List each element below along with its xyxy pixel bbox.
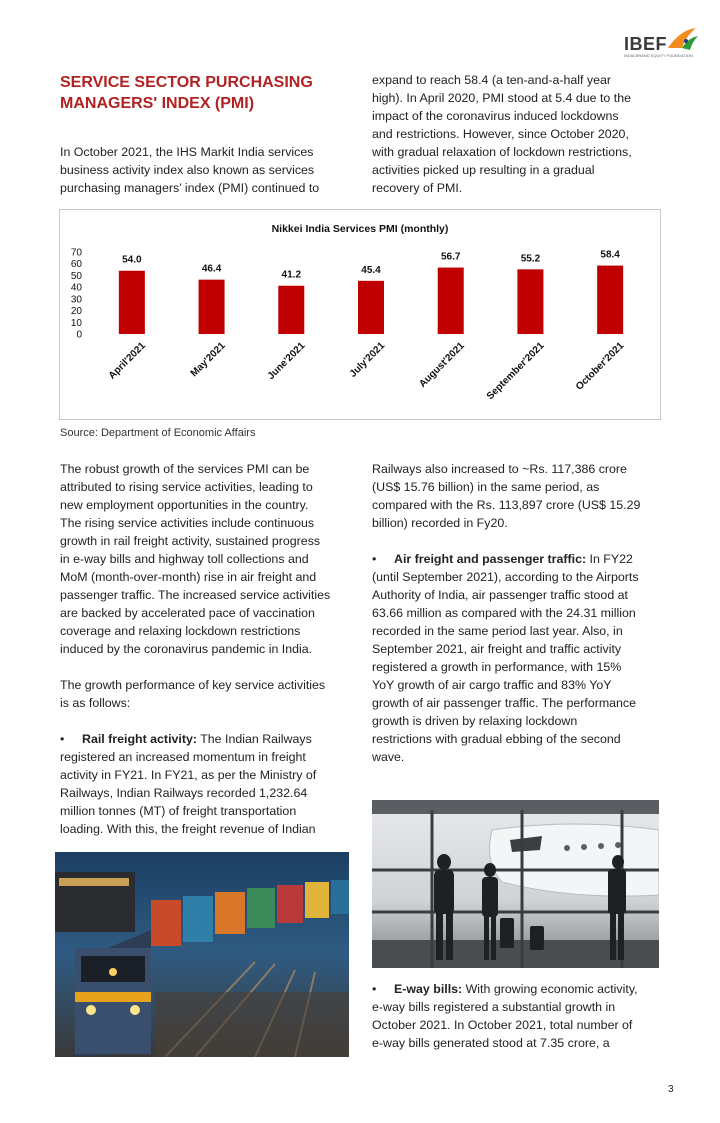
text-line: 63.66 million as compared with the 24.31 million xyxy=(372,606,636,620)
bullet-title: Air freight and passenger traffic: xyxy=(394,552,587,566)
y-tick-label: 30 xyxy=(70,294,82,306)
text-line: growth is driven by relaxing lockdown xyxy=(372,714,578,728)
flag-swoosh-icon xyxy=(666,26,700,52)
intro-left xyxy=(60,143,355,197)
text-line: activities picked up resulting in a gradual xyxy=(372,163,595,177)
bar xyxy=(358,281,384,334)
text-line: expand to reach 58.4 (a ten-and-a-half year xyxy=(372,73,612,87)
text-line: induced by the coronavirus pandemic in India. xyxy=(60,642,313,656)
pmi-chart xyxy=(59,209,661,420)
bar xyxy=(597,266,623,334)
text-line: Authority of India, air passenger traffic stood at xyxy=(372,588,628,602)
text-line: is as follows: xyxy=(60,696,131,710)
y-tick-label: 50 xyxy=(70,270,82,282)
text-line: e-way bills generated stood at 7.35 crore, a xyxy=(372,1036,610,1050)
y-axis xyxy=(71,248,83,341)
x-tick-label: April'2021 xyxy=(106,340,148,382)
logo-text: IBEF xyxy=(624,34,668,54)
text-line: In October 2021, the IHS Markit India services xyxy=(60,145,314,159)
x-tick-label: August'2021 xyxy=(417,340,467,390)
x-tick-label: October'2021 xyxy=(573,340,627,393)
bullet-icon: • xyxy=(372,552,377,566)
text-line: October 2021. In October 2021, total number of xyxy=(372,1018,633,1032)
text-line: in e-way bills and highway toll collections and xyxy=(60,552,309,566)
ibef-logo xyxy=(624,26,700,56)
pmi-chart-svg xyxy=(60,210,660,419)
text-line: business activity index also known as services xyxy=(60,163,315,177)
text-line: recovery of PMI. xyxy=(372,181,463,195)
eway-bills-paragraph xyxy=(372,980,667,1052)
heading-line-1: SERVICE SECTOR PURCHASING xyxy=(60,74,313,91)
body-right xyxy=(372,460,667,766)
text-line: The growth performance of key service activities xyxy=(60,678,326,692)
intro-right xyxy=(372,71,667,197)
text-line: (US$ 15.76 billion) in the same period, as xyxy=(372,480,600,494)
air-freight-bullet xyxy=(372,550,667,568)
y-tick-label: 20 xyxy=(70,306,82,318)
bar-value-label: 41.2 xyxy=(281,269,302,281)
x-tick-label: September'2021 xyxy=(484,340,547,403)
y-tick-label: 60 xyxy=(70,259,82,271)
text-line: are backed by accelerated pace of vaccination xyxy=(60,606,315,620)
logo-tagline: INDIA BRAND EQUITY FOUNDATION xyxy=(624,53,693,58)
text-line: growth of air passenger traffic. The performance xyxy=(372,696,637,710)
text-line: million tonnes (MT) of freight transportation xyxy=(60,804,297,818)
text-line: registered an increased momentum in freight xyxy=(60,750,306,764)
bar-value-label: 55.2 xyxy=(520,253,541,265)
text-line: September 2021, air freight and traffic activity xyxy=(372,642,622,656)
bar-value-label: 54.0 xyxy=(122,254,142,266)
section-heading xyxy=(60,72,350,114)
bullet-title: Rail freight activity: xyxy=(82,732,197,746)
text-line: wave. xyxy=(372,750,405,764)
text-line: The robust growth of the services PMI can be xyxy=(60,462,310,476)
y-tick-label: 70 xyxy=(70,247,82,259)
text-line: new employment opportunities in the country. xyxy=(60,498,309,512)
text-line: high). In April 2020, PMI stood at 5.4 due to the xyxy=(372,91,631,105)
text-line: recorded in the same period last year. Also, in xyxy=(372,624,623,638)
text-line: with gradual relaxation of lockdown restrictions, xyxy=(372,145,632,159)
text-line: e-way bills registered a substantial growth in xyxy=(372,1000,616,1014)
chart-source: Source: Department of Economic Affairs xyxy=(60,427,256,439)
text-line: purchasing managers’ index (PMI) continued to xyxy=(60,181,320,195)
bar-value-label: 46.4 xyxy=(201,263,222,275)
text-fragment: The Indian Railways xyxy=(196,732,312,746)
text-line: and restrictions. However, since October 2020, xyxy=(372,127,629,141)
train-photo xyxy=(55,852,349,1057)
text-line: loading. With this, the freight revenue of Indian xyxy=(60,822,316,836)
text-line: YoY growth of air cargo traffic and 83% YoY xyxy=(372,678,612,692)
text-line: activity in FY21. In FY21, as per the Ministry of xyxy=(60,768,317,782)
bullet-title: E-way bills: xyxy=(394,982,463,996)
text-line: Railways also increased to ~Rs. 117,386 crore xyxy=(372,462,627,476)
text-line: Railways, Indian Railways recorded 1,232.64 xyxy=(60,786,308,800)
chart-title: Nikkei India Services PMI (monthly) xyxy=(271,223,449,235)
bar-value-label: 58.4 xyxy=(600,249,620,261)
bar xyxy=(199,280,225,334)
text-line: (until September 2021), according to the Airports xyxy=(372,570,639,584)
text-line: attributed to rising service activities, leading to xyxy=(60,480,313,494)
x-tick-label: May'2021 xyxy=(188,340,228,380)
airport-photo xyxy=(372,800,659,968)
bar-series xyxy=(119,263,623,334)
heading-line-2: MANAGERS' INDEX (PMI) xyxy=(60,95,255,112)
text-line: billion) recorded in Fy20. xyxy=(372,516,508,530)
text-line: coverage and relaxing lockdown restrictions xyxy=(60,624,301,638)
x-tick-label: June'2021 xyxy=(265,340,308,383)
page-number: 3 xyxy=(668,1084,674,1095)
bar-value-label: 45.4 xyxy=(361,264,381,276)
text-line: impact of the coronavirus induced lockdowns xyxy=(372,109,619,123)
body-left xyxy=(60,460,355,838)
y-tick-label: 10 xyxy=(70,317,82,329)
x-axis xyxy=(107,340,627,402)
rail-freight-bullet xyxy=(60,730,355,748)
bar xyxy=(119,271,145,334)
bullet-icon: • xyxy=(372,982,377,996)
bullet-icon: • xyxy=(60,732,65,746)
bar xyxy=(278,286,304,334)
airport-scene-image xyxy=(372,800,659,968)
value-labels xyxy=(122,250,620,281)
freight-train-image xyxy=(55,852,349,1057)
text-fragment: With growing economic activity, xyxy=(462,982,638,996)
text-line: registered a growth in performance, with 15% xyxy=(372,660,622,674)
bar-value-label: 56.7 xyxy=(440,251,461,263)
x-tick-label: July'2021 xyxy=(347,340,388,380)
text-line: compared with the Rs. 113,897 crore (US$ 15.29 xyxy=(372,498,641,512)
eway-bullet xyxy=(372,980,667,998)
text-line: passenger traffic. The increased service activities xyxy=(60,588,331,602)
y-tick-label: 40 xyxy=(70,282,82,294)
text-line: The rising service activities include continuous xyxy=(60,516,315,530)
bar xyxy=(517,269,543,334)
bar xyxy=(438,268,464,334)
y-tick-label: 0 xyxy=(76,329,82,341)
text-line: growth in rail freight activity, sustained progress xyxy=(60,534,321,548)
text-line: restrictions with gradual ebbing of the second xyxy=(372,732,621,746)
text-line: MoM (month-over-month) rise in air freight and xyxy=(60,570,317,584)
text-fragment: In FY22 xyxy=(586,552,633,566)
